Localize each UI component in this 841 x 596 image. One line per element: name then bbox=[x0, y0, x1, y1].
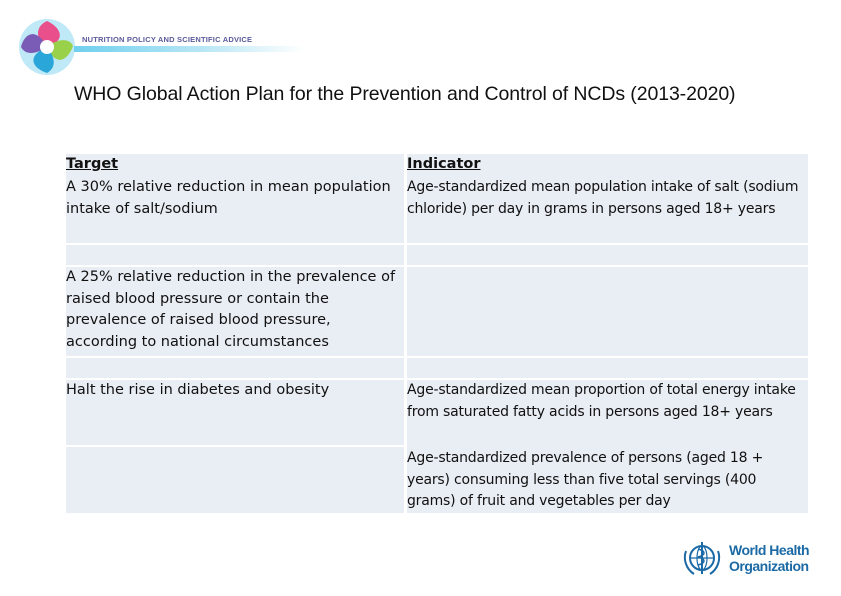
who-name-line2: Organization bbox=[729, 558, 809, 574]
nutrition-logo-icon bbox=[16, 16, 78, 78]
banner-text: NUTRITION POLICY AND SCIENTIFIC ADVICE bbox=[82, 35, 253, 44]
who-name bbox=[729, 542, 809, 574]
table-cell-target: A 30% relative reduction in mean population intake of salt/sodium bbox=[66, 177, 404, 243]
column-header-target: Target bbox=[66, 154, 404, 177]
table-cell-target: A 25% relative reduction in the prevalence of raised blood pressure or contain the prevalence of raised blood pressure, according to national circumstances bbox=[66, 267, 404, 356]
table-cell-target bbox=[66, 447, 404, 513]
who-emblem-icon bbox=[680, 539, 724, 579]
table-cell-indicator: Age-standardized mean population intake of salt (sodium chloride) per day in grams in persons aged 18+ years bbox=[407, 177, 808, 243]
table-spacer-cell bbox=[407, 245, 808, 265]
table-spacer-cell bbox=[407, 358, 808, 378]
banner-bar bbox=[74, 46, 304, 52]
page-title: WHO Global Action Plan for the Prevention and Control of NCDs (2013-2020) bbox=[74, 83, 736, 105]
table-spacer-cell bbox=[66, 245, 404, 265]
table-cell-indicator: Age-standardized prevalence of persons (aged 18 + years) consuming less than five total servings (400 grams) of fruit and vegetables per day bbox=[407, 448, 808, 513]
who-name-line1: World Health bbox=[729, 542, 810, 558]
who-logo bbox=[680, 539, 814, 579]
column-header-indicator: Indicator bbox=[407, 154, 808, 177]
table-spacer-cell bbox=[66, 358, 404, 378]
table-cell-indicator bbox=[407, 267, 808, 356]
banner bbox=[74, 34, 304, 54]
table-cell-indicator: Age-standardized mean proportion of total energy intake from saturated fatty acids in persons aged 18+ years bbox=[407, 380, 808, 448]
table-cell-target: Halt the rise in diabetes and obesity bbox=[66, 380, 404, 445]
